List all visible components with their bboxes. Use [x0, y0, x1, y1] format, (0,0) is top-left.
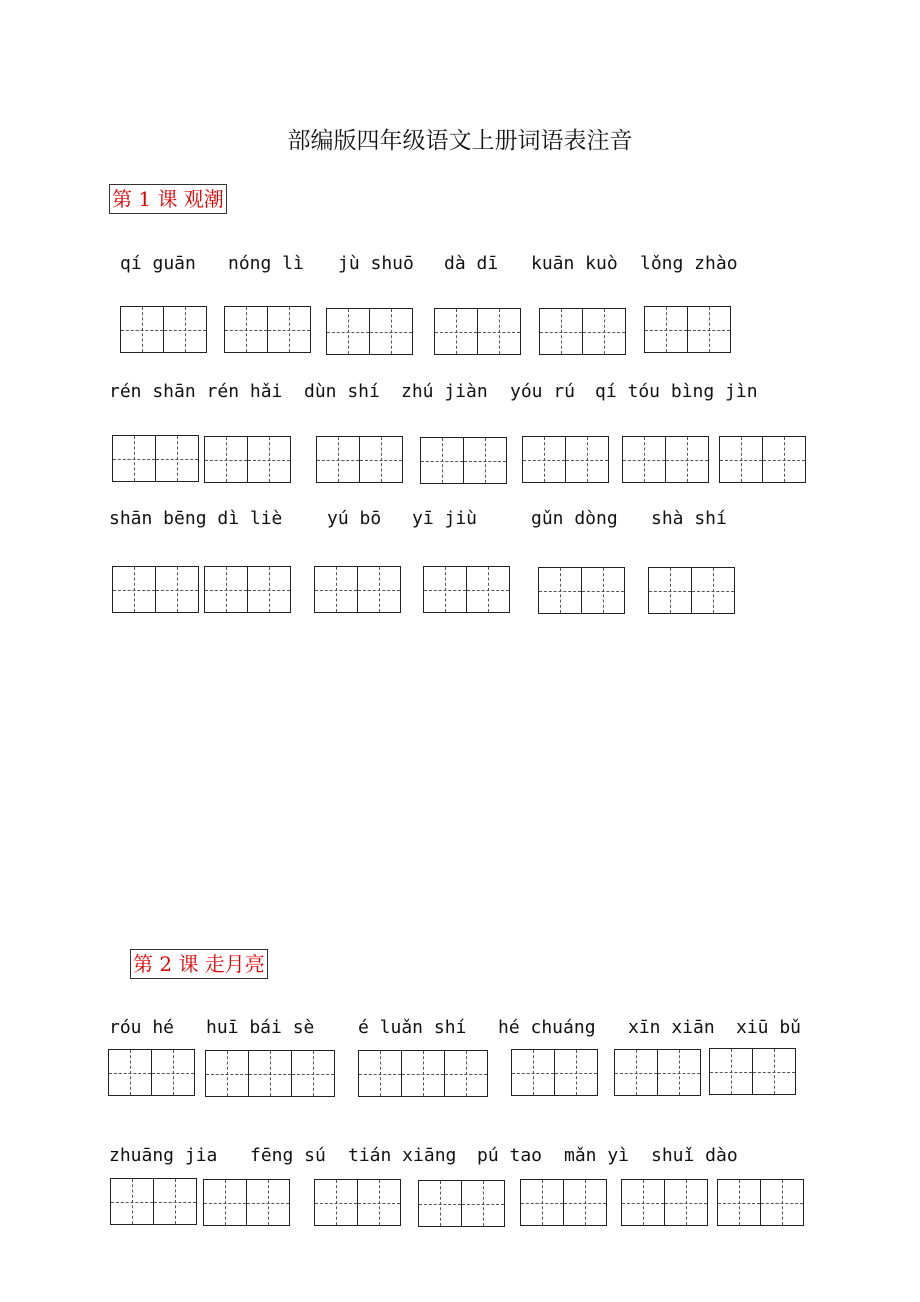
writing-grid: [709, 1048, 796, 1095]
writing-grid: [120, 306, 207, 353]
pinyin-l1-r3-1: shān bēng dì liè: [109, 508, 283, 529]
writing-grid: [204, 566, 291, 613]
writing-grid: [621, 1179, 708, 1226]
writing-grid: [204, 436, 291, 483]
writing-grid: [108, 1049, 195, 1096]
writing-grid: [522, 436, 609, 483]
pinyin-l1-r2-3: zhú jiàn: [401, 381, 488, 402]
writing-grid: [644, 306, 731, 353]
writing-grid: [203, 1179, 290, 1226]
writing-grid: [420, 437, 507, 484]
pinyin-l2-r2-1: zhuāng jia: [109, 1145, 218, 1166]
pinyin-l1-r3-2: yú bō: [327, 508, 382, 529]
writing-grid: [511, 1049, 598, 1096]
writing-grid: [719, 436, 806, 483]
writing-grid: [418, 1180, 505, 1227]
writing-grid: [539, 308, 626, 355]
writing-grid: [622, 436, 709, 483]
pinyin-l1-r2-5: qí tóu bìng jìn: [595, 381, 758, 402]
pinyin-l1-r2-1: rén shān rén hǎi: [109, 381, 283, 402]
pinyin-l2-r2-5: mǎn yì: [564, 1145, 630, 1166]
writing-grid: [434, 308, 521, 355]
pinyin-l1-r3-5: shà shí: [651, 508, 727, 529]
pinyin-l1-r1-3: jù shuō: [338, 253, 414, 274]
pinyin-l2-r1-6: xiū bǔ: [736, 1017, 802, 1038]
writing-grid: [112, 566, 199, 613]
writing-grid: [423, 566, 510, 613]
lesson-2-label: 第 2 课 走月亮: [130, 949, 268, 979]
pinyin-l1-r1-1: qí guān: [120, 253, 196, 274]
pinyin-l2-r1-3: é luǎn shí: [358, 1017, 467, 1038]
writing-grid: [326, 308, 413, 355]
pinyin-l1-r3-4: gǔn dòng: [531, 508, 618, 529]
writing-grid: [112, 435, 199, 482]
pinyin-l1-r1-6: lǒng zhào: [640, 253, 738, 274]
pinyin-l2-r1-5: xīn xiān: [628, 1017, 715, 1038]
writing-grid: [224, 306, 311, 353]
writing-grid: [520, 1179, 607, 1226]
pinyin-l1-r1-2: nóng lì: [228, 253, 304, 274]
pinyin-l2-r1-1: róu hé: [109, 1017, 175, 1038]
writing-grid: [717, 1179, 804, 1226]
page-title: 部编版四年级语文上册词语表注音: [287, 128, 633, 154]
pinyin-l2-r1-2: huī bái sè: [206, 1017, 315, 1038]
lesson-1-label: 第 1 课 观潮: [109, 184, 227, 214]
pinyin-l2-r2-6: shuǐ dào: [651, 1145, 738, 1166]
writing-grid: [314, 1179, 401, 1226]
writing-grid: [205, 1050, 335, 1097]
writing-grid: [648, 567, 735, 614]
pinyin-l2-r2-3: tián xiāng: [348, 1145, 457, 1166]
writing-grid: [614, 1049, 701, 1096]
pinyin-l1-r1-5: kuān kuò: [531, 253, 618, 274]
writing-grid: [110, 1178, 197, 1225]
writing-grid: [358, 1050, 488, 1097]
pinyin-l1-r2-2: dùn shí: [304, 381, 380, 402]
writing-grid: [316, 436, 403, 483]
writing-grid: [314, 566, 401, 613]
pinyin-l1-r3-3: yī jiù: [412, 508, 478, 529]
pinyin-l1-r2-4: yóu rú: [510, 381, 576, 402]
pinyin-l2-r2-2: fēng sú: [250, 1145, 326, 1166]
pinyin-l1-r1-4: dà dī: [444, 253, 499, 274]
pinyin-l2-r1-4: hé chuáng: [498, 1017, 596, 1038]
pinyin-l2-r2-4: pú tao: [477, 1145, 543, 1166]
writing-grid: [538, 567, 625, 614]
